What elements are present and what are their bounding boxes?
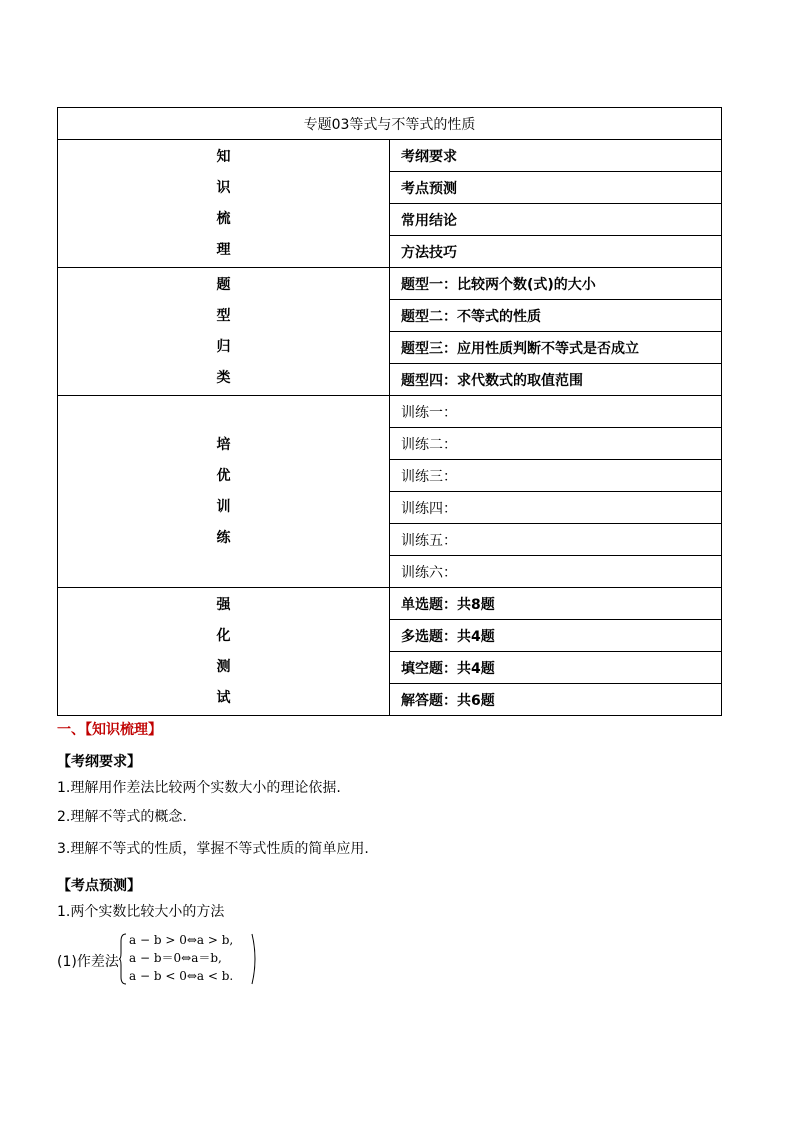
table-row: [58, 268, 722, 300]
table-row: [58, 396, 722, 428]
outline-table: [57, 107, 722, 716]
category-char: 测: [216, 658, 231, 675]
subsection-heading-predictions: 【考点预测】: [57, 878, 141, 894]
category-char: 训: [216, 498, 231, 515]
outline-item: 训练一：: [390, 396, 722, 428]
right-paren-icon: [251, 933, 259, 985]
left-brace-icon: [119, 933, 127, 985]
equation-3: a − b < 0⇔a < b.: [129, 969, 234, 983]
outline-item: 多选题：共4题: [390, 620, 722, 652]
category-char: 知: [216, 148, 231, 165]
category-cell: [58, 140, 390, 268]
table-title: 专题03等式与不等式的性质: [58, 108, 722, 140]
equation-1: a − b > 0⇔a > b,: [129, 933, 234, 947]
category-char: 理: [216, 241, 231, 258]
category-char: 化: [216, 627, 231, 644]
outline-item: 训练六：: [390, 556, 722, 588]
requirement-3: 3.理解不等式的性质，掌握不等式性质的简单应用.: [57, 841, 369, 857]
category-char: 梳: [216, 210, 231, 227]
category-char: 优: [216, 467, 231, 484]
equations: [129, 931, 233, 985]
category-cell: [58, 268, 390, 396]
outline-item: 题型一：比较两个数(式)的大小: [390, 268, 722, 300]
table-row: [58, 140, 722, 172]
category-char: 练: [216, 529, 231, 546]
category-cell: [58, 396, 390, 588]
outline-item: 解答题：共6题: [390, 684, 722, 716]
category-char: 强: [216, 596, 231, 613]
outline-item: 题型四：求代数式的取值范围: [390, 364, 722, 396]
requirement-1: 1.理解用作差法比较两个实数大小的理论依据.: [57, 780, 341, 796]
outline-item: 考纲要求: [390, 140, 722, 172]
category-cell: [58, 588, 390, 716]
category-char: 培: [216, 436, 231, 453]
equation-2: a − b＝0⇔a＝b,: [129, 951, 222, 965]
category-char: 归: [216, 338, 231, 355]
outline-item: 方法技巧: [390, 236, 722, 268]
outline-item: 训练四：: [390, 492, 722, 524]
difference-method: [57, 931, 737, 989]
content-area: [57, 717, 737, 989]
category-char: 试: [216, 689, 231, 706]
outline-item: 单选题：共8题: [390, 588, 722, 620]
outline-item: 训练三：: [390, 460, 722, 492]
table-row: [58, 588, 722, 620]
category-char: 题: [216, 276, 231, 293]
outline-item: 训练五：: [390, 524, 722, 556]
category-char: 类: [216, 369, 231, 386]
method-label: (1)作差法: [57, 954, 119, 970]
outline-item: 训练二：: [390, 428, 722, 460]
subsection-heading-requirements: 【考纲要求】: [57, 754, 141, 770]
outline-item: 考点预测: [390, 172, 722, 204]
category-char: 识: [216, 179, 231, 196]
point-1: 1.两个实数比较大小的方法: [57, 904, 225, 920]
outline-item: 填空题：共4题: [390, 652, 722, 684]
section-heading: 一、【知识梳理】: [57, 722, 162, 738]
outline-item: 题型三：应用性质判断不等式是否成立: [390, 332, 722, 364]
outline-item: 题型二：不等式的性质: [390, 300, 722, 332]
outline-item: 常用结论: [390, 204, 722, 236]
requirement-2: 2.理解不等式的概念.: [57, 809, 187, 825]
category-char: 型: [216, 307, 231, 324]
